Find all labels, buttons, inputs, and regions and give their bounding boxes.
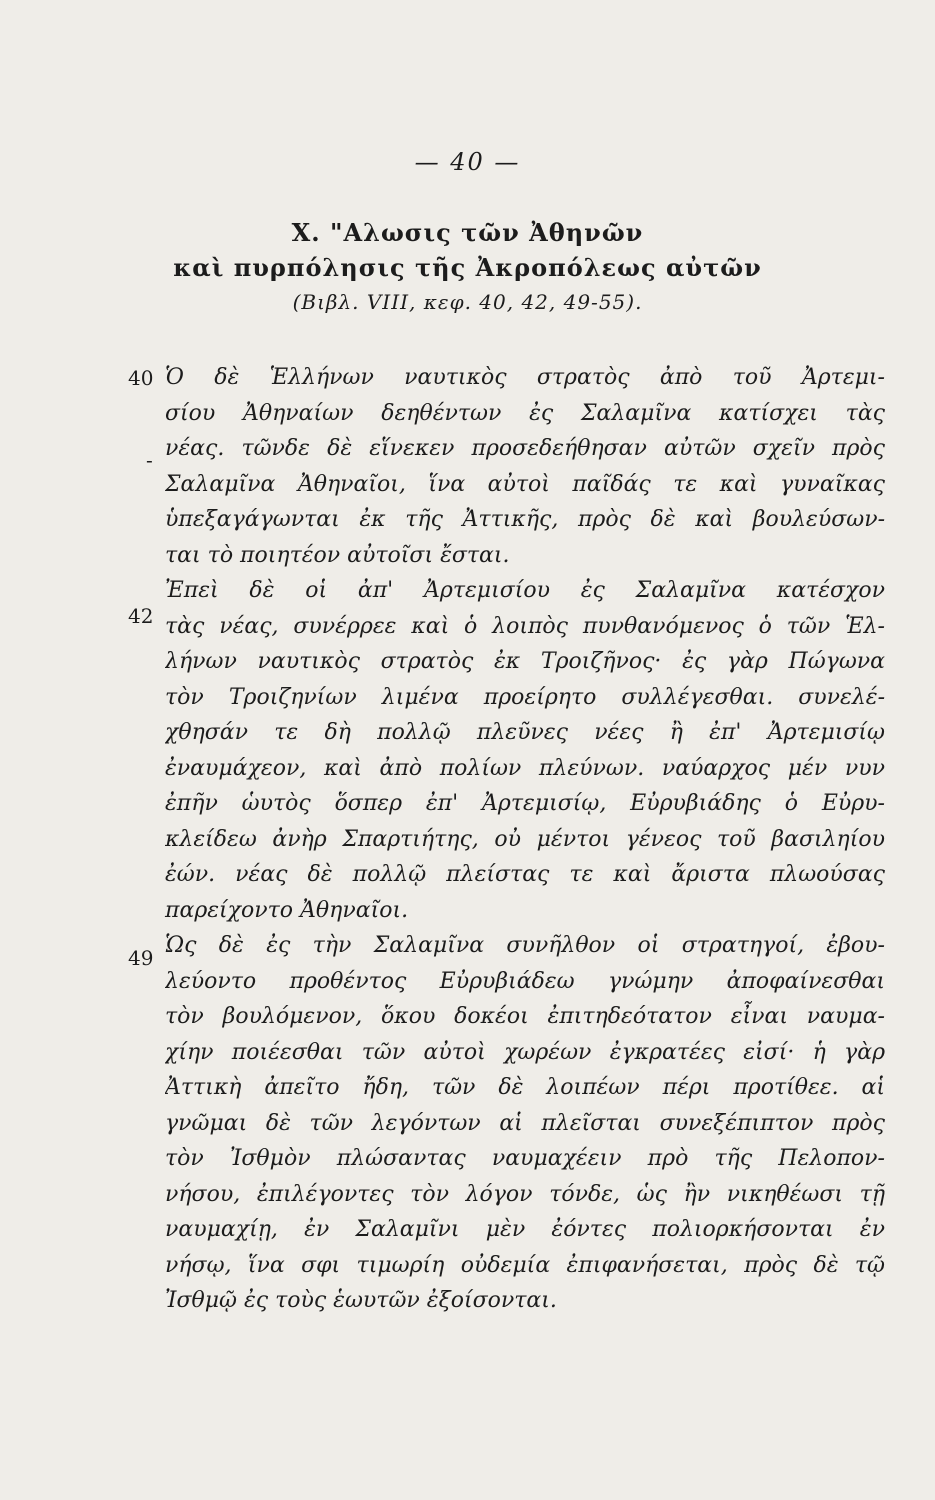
text-line: νήσου, ἐπιλέγοντες τὸν λόγον τόνδε, ὡς ἢν νικηθέωσι τῇ xyxy=(165,1181,885,1207)
text-line: Σαλαμῖνα Ἀθηναῖοι, ἵνα αὐτοὶ παῖδάς τε καὶ γυναῖκας xyxy=(165,471,885,497)
title-line-2: καὶ πυρπόλησις τῆς Ἀκροπόλεως αὐτῶν xyxy=(173,253,762,282)
text-line: λήνων ναυτικὸς στρατὸς ἐκ Τροιζῆνος· ἐς γὰρ Πώγωνα xyxy=(165,649,885,674)
text-line: κλείδεω ἀνὴρ Σπαρτιήτης, οὐ μέντοι γένεος τοῦ βασιληίου xyxy=(165,826,885,852)
text-line: παρείχοντο Ἀθηναῖοι. xyxy=(165,897,409,923)
text-line: Ὡς δὲ ἐς τὴν Σαλαμῖνα συνῆλθον οἱ στρατηγοί, ἐβου- xyxy=(165,933,885,958)
text-line: χθησάν τε δὴ πολλῷ πλεῦνες νέες ἢ ἐπ' Ἀρτεμισίῳ xyxy=(165,720,885,745)
text-line: ὑπεξαγάγωνται ἐκ τῆς Ἀττικῆς, πρὸς δὲ καὶ βουλεύσων- xyxy=(165,507,885,532)
page-number: — 40 — xyxy=(414,148,521,176)
title-reference: (Βιβλ. VIII, κεφ. 40, 42, 49-55). xyxy=(292,290,643,314)
text-line: ναυμαχίῃ, ἐν Σαλαμῖνι μὲν ἐόντες πολιορκήσονται ἐν xyxy=(165,1217,885,1242)
text-line: τὰς νέας, συνέρρεε καὶ ὁ λοιπὸς πυνθανόμενος ὁ τῶν Ἑλ- xyxy=(165,613,885,639)
text-line: χίην ποιέεσθαι τῶν αὐτοὶ χωρέων ἐγκρατέες εἰσί· ἡ γὰρ xyxy=(165,1039,885,1065)
margin-number-40: 40 xyxy=(128,366,154,390)
margin-number-49: 49 xyxy=(128,946,154,970)
title-line-1: X. "Αλωσις τῶν Ἀθηνῶν xyxy=(291,218,644,247)
text-line: Ἀττικὴ ἀπεῖτο ἤδη, τῶν δὲ λοιπέων πέρι προτίθεε. αἱ xyxy=(165,1075,885,1100)
text-line: ἐναυμάχεον, καὶ ἀπὸ πολίων πλεύνων. ναύαρχος μέν νυν xyxy=(165,755,885,781)
text-line: λεύοντο προθέντος Εὐρυβιάδεω γνώμην ἀποφαίνεσθαι xyxy=(165,968,885,994)
text-line: γνῶμαι δὲ τῶν λεγόντων αἱ πλεῖσται συνεξέπιπτον πρὸς xyxy=(165,1110,885,1136)
text-line: τὸν Ἰσθμὸν πλώσαντας ναυμαχέειν πρὸ τῆς Πελοπον- xyxy=(165,1146,885,1171)
margin-number-42: 42 xyxy=(128,604,154,628)
text-line: ται τὸ ποιητέον αὐτοῖσι ἔσται. xyxy=(165,542,510,568)
text-line: ἐών. νέας δὲ πολλῷ πλείστας τε καὶ ἄριστα πλωούσας xyxy=(165,862,885,887)
text-line: νέας. τῶνδε δὲ εἵνεκεν προσεδεήθησαν αὐτῶν σχεῖν πρὸς xyxy=(165,436,885,461)
chapter-title xyxy=(0,218,935,314)
text-line: νήσῳ, ἵνα σφι τιμωρίη οὐδεμία ἐπιφανήσεται, πρὸς δὲ τῷ xyxy=(165,1252,885,1278)
body-text xyxy=(165,360,885,1319)
text-line: Ἰσθμῷ ἐς τοὺς ἑωυτῶν ἐξοίσονται. xyxy=(165,1288,557,1313)
margin-dash: - xyxy=(146,448,153,472)
text-line: Ὁ δὲ Ἑλλήνων ναυτικὸς στρατὸς ἀπὸ τοῦ Ἀρτεμι- xyxy=(165,365,885,390)
text-line: Ἐπεὶ δὲ οἱ ἀπ' Ἀρτεμισίου ἐς Σαλαμῖνα κατέσχον xyxy=(165,578,885,603)
text-line: τὸν Τροιζηνίων λιμένα προείρητο συλλέγεσθαι. συνελέ- xyxy=(165,684,885,710)
text-line: σίου Ἀθηναίων δεηθέντων ἐς Σαλαμῖνα κατίσχει τὰς xyxy=(165,400,885,426)
text-line: τὸν βουλόμενον, ὅκου δοκέοι ἐπιτηδεότατον εἶναι ναυμα- xyxy=(165,1004,885,1029)
text-line: ἐπῆν ὡυτὸς ὅσπερ ἐπ' Ἀρτεμισίῳ, Εὐρυβιάδης ὁ Εὐρυ- xyxy=(165,791,885,816)
